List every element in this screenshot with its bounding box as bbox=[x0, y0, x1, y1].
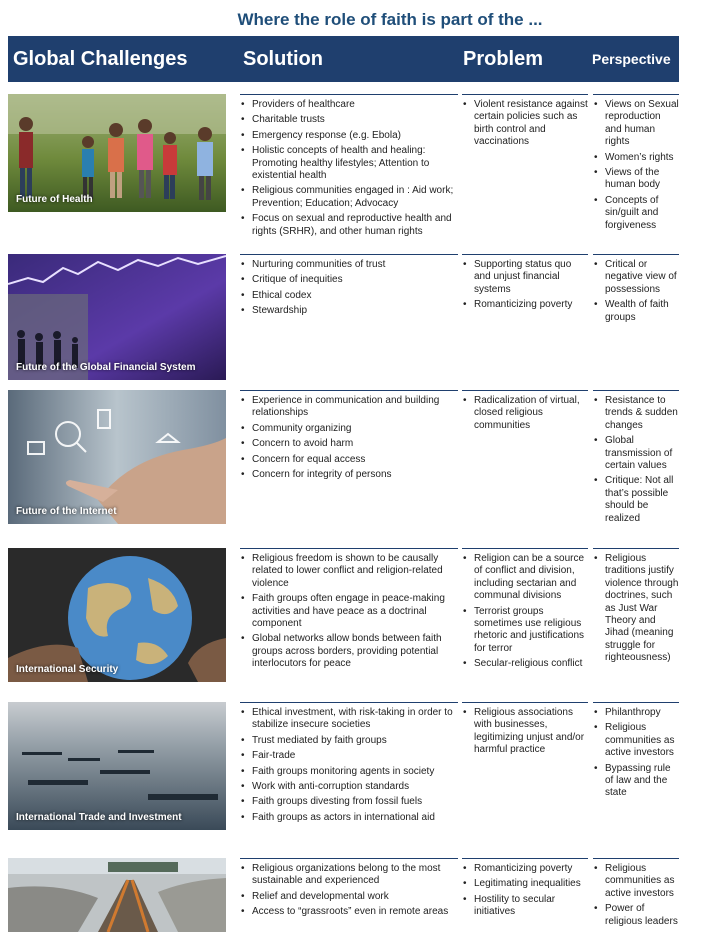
problem-cell bbox=[462, 548, 588, 674]
challenge-label: International Trade and Investment bbox=[16, 812, 182, 823]
solution-item: • Fair-trade bbox=[240, 750, 458, 762]
page-title: Where the role of faith is part of the ... bbox=[237, 10, 543, 29]
solution-item: • Emergency response (e.g. Ebola) bbox=[240, 130, 458, 142]
challenge-label: Future of the Global Financial System bbox=[16, 362, 196, 373]
solution-item: • Concern to avoid harm bbox=[240, 438, 458, 450]
railway-tracks-photo-icon bbox=[8, 858, 226, 932]
solution-item: • Religious communities engaged in : Aid work; Prevention; Education; Advocacy bbox=[240, 185, 458, 210]
solution-cell bbox=[240, 390, 458, 484]
problem-cell bbox=[462, 94, 588, 152]
solution-cell bbox=[240, 702, 458, 827]
solution-item: • Religious organizations belong to the most sustainable and experienced bbox=[240, 863, 458, 888]
solution-item: • Faith groups monitoring agents in society bbox=[240, 766, 458, 778]
table-row bbox=[8, 254, 679, 382]
problem-item: • Hostility to secular initiatives bbox=[462, 894, 588, 919]
perspective-item: • Resistance to trends & sudden changes bbox=[593, 395, 679, 432]
children-running-photo-icon bbox=[8, 94, 226, 212]
problem-cell bbox=[462, 254, 588, 315]
table-row bbox=[8, 94, 679, 244]
problem-item: • Romanticizing poverty bbox=[462, 863, 588, 875]
perspective-item: • Wealth of faith groups bbox=[593, 299, 679, 324]
solution-item: • Experience in communication and building relationships bbox=[240, 395, 458, 420]
solution-item: • Global networks allow bonds between faith groups across borders, providing potential interlocutors for peace bbox=[240, 633, 458, 670]
problem-cell bbox=[462, 702, 588, 760]
table-row bbox=[8, 858, 679, 932]
perspective-item: • Critical or negative view of possessions bbox=[593, 259, 679, 296]
perspective-item: • Concepts of sin/guilt and forgiveness bbox=[593, 195, 679, 232]
perspective-cell bbox=[593, 390, 679, 528]
challenge-label: International Security bbox=[16, 664, 119, 675]
perspective-cell bbox=[593, 702, 679, 803]
header-solution: Solution bbox=[243, 48, 323, 70]
table-row bbox=[8, 548, 679, 688]
perspective-item: • Views of the human body bbox=[593, 167, 679, 192]
problem-item: • Secular-religious conflict bbox=[462, 658, 588, 670]
perspective-item: • Global transmission of certain values bbox=[593, 435, 679, 472]
touchscreen-hand-photo-icon bbox=[8, 390, 226, 524]
perspective-item: • Views on Sexual reproduction and human rights bbox=[593, 99, 679, 149]
perspective-cell bbox=[593, 548, 679, 668]
perspective-item: • Bypassing rule of law and the state bbox=[593, 763, 679, 800]
table-row bbox=[8, 702, 679, 834]
solution-item: • Charitable trusts bbox=[240, 114, 458, 126]
solution-cell bbox=[240, 548, 458, 674]
solution-item: • Holistic concepts of health and healing: Promoting healthy lifestyles; Attention to existential health bbox=[240, 145, 458, 182]
solution-item: • Access to “grassroots” even in remote areas bbox=[240, 906, 458, 918]
problem-item: • Legitimating inequalities bbox=[462, 878, 588, 890]
solution-item: • Ethical investment, with risk-taking in order to stabilize insecure societies bbox=[240, 707, 458, 732]
solution-item: • Trust mediated by faith groups bbox=[240, 735, 458, 747]
solution-item: • Ethical codex bbox=[240, 290, 458, 302]
problem-item: • Radicalization of virtual, closed religious communities bbox=[462, 395, 588, 432]
header-problem: Problem bbox=[463, 48, 544, 70]
solution-item: • Relief and developmental work bbox=[240, 891, 458, 903]
financial-chart-photo-icon bbox=[8, 254, 226, 380]
solution-item: • Focus on sexual and reproductive health and rights (SRHR), and other human rights bbox=[240, 213, 458, 238]
solution-item: • Community organizing bbox=[240, 423, 458, 435]
header-global-challenges: Global Challenges bbox=[13, 48, 188, 70]
solution-item: • Faith groups often engage in peace-making activities and have peace as a doctrinal component bbox=[240, 593, 458, 630]
solution-item: • Faith groups as actors in international aid bbox=[240, 812, 458, 824]
challenge-label: Future of Health bbox=[16, 194, 93, 205]
perspective-item: • Religious communities as active investors bbox=[593, 863, 679, 900]
solution-item: • Concern for integrity of persons bbox=[240, 469, 458, 481]
solution-item: • Stewardship bbox=[240, 305, 458, 317]
perspective-item: • Women’s rights bbox=[593, 152, 679, 164]
problem-cell bbox=[462, 858, 588, 922]
challenge-label: Future of the Internet bbox=[16, 506, 117, 517]
problem-item: • Supporting status quo and unjust financial systems bbox=[462, 259, 588, 296]
problem-item: • Violent resistance against certain policies such as birth control and vaccinations bbox=[462, 99, 588, 149]
globe-hands-photo-icon bbox=[8, 548, 226, 682]
perspective-item: • Power of religious leaders bbox=[593, 903, 679, 928]
problem-item: • Terrorist groups sometimes use religious rhetoric and justifications for terror bbox=[462, 606, 588, 656]
perspective-item: • Religious communities as active investors bbox=[593, 722, 679, 759]
table-row bbox=[8, 390, 679, 528]
solution-item: • Concern for equal access bbox=[240, 454, 458, 466]
solution-item: • Critique of inequities bbox=[240, 274, 458, 286]
perspective-cell bbox=[593, 254, 679, 327]
solution-cell bbox=[240, 254, 458, 321]
solution-cell bbox=[240, 94, 458, 241]
table-header bbox=[8, 36, 679, 82]
perspective-item: • Philanthropy bbox=[593, 707, 679, 719]
cargo-ships-photo-icon bbox=[8, 702, 226, 830]
problem-item: • Religious associations with businesses, legitimizing unjust and/or harmful practice bbox=[462, 707, 588, 757]
problem-item: • Romanticizing poverty bbox=[462, 299, 588, 311]
solution-item: • Work with anti-corruption standards bbox=[240, 781, 458, 793]
solution-item: • Nurturing communities of trust bbox=[240, 259, 458, 271]
solution-item: • Providers of healthcare bbox=[240, 99, 458, 111]
problem-item: • Religion can be a source of conflict and division, including sectarian and communal divisions bbox=[462, 553, 588, 603]
problem-cell bbox=[462, 390, 588, 435]
perspective-cell bbox=[593, 858, 679, 931]
perspective-item: • Critique: Not all that’s possible should be realized bbox=[593, 475, 679, 525]
solution-cell bbox=[240, 858, 458, 922]
header-perspective: Perspective bbox=[592, 51, 671, 67]
solution-item: • Religious freedom is shown to be causally related to lower conflict and religion-related violence bbox=[240, 553, 458, 590]
perspective-item: • Religious traditions justify violence through doctrines, such as Just War Theory and Jihad (meaning struggle for righteousness) bbox=[593, 553, 679, 665]
perspective-cell bbox=[593, 94, 679, 235]
solution-item: • Faith groups divesting from fossil fuels bbox=[240, 796, 458, 808]
